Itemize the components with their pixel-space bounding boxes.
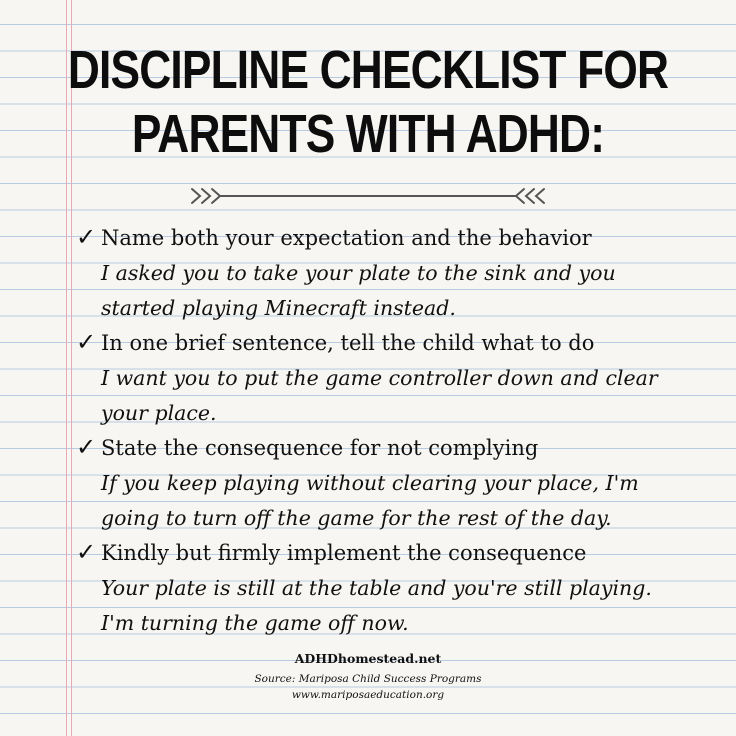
checklist-item (76, 220, 726, 325)
checklist-item (76, 535, 726, 640)
item-example: I want you to put the game controller down and clear your place. (101, 366, 658, 425)
arrow-head-icon (516, 189, 544, 203)
item-example: Your plate is still at the table and you're still playing. I'm turning the game off now. (101, 576, 652, 635)
checkmark-icon: ✓ (76, 328, 97, 356)
checkmark-icon: ✓ (76, 433, 97, 461)
checkmark-icon: ✓ (76, 538, 97, 566)
title-line-2: PARENTS WITH ADHD: (131, 104, 605, 164)
item-example: I asked you to take your plate to the sink and you started playing Minecraft instead. (101, 261, 616, 320)
checklist-item (76, 325, 726, 430)
item-heading: State the consequence for not complying (101, 436, 539, 460)
item-heading: In one brief sentence, tell the child what to do (101, 331, 595, 355)
item-heading: Name both your expectation and the behavior (101, 226, 592, 250)
arrow-fletching-icon (192, 189, 220, 203)
arrow-divider (190, 183, 546, 209)
item-heading: Kindly but firmly implement the consequence (101, 541, 587, 565)
checkmark-icon: ✓ (76, 223, 97, 251)
item-example: If you keep playing without clearing your place, I'm going to turn off the game for the rest of the day. (101, 471, 639, 530)
source-url: www.mariposaeducation.org (291, 689, 445, 701)
checklist-item (76, 430, 726, 535)
title-line-1: DISCIPLINE CHECKLIST FOR (67, 40, 669, 100)
source-credit: Source: Mariposa Child Success Programs (254, 673, 482, 685)
site-name: ADHDhomestead.net (294, 651, 442, 666)
page-title (66, 38, 670, 166)
checklist (76, 220, 726, 640)
